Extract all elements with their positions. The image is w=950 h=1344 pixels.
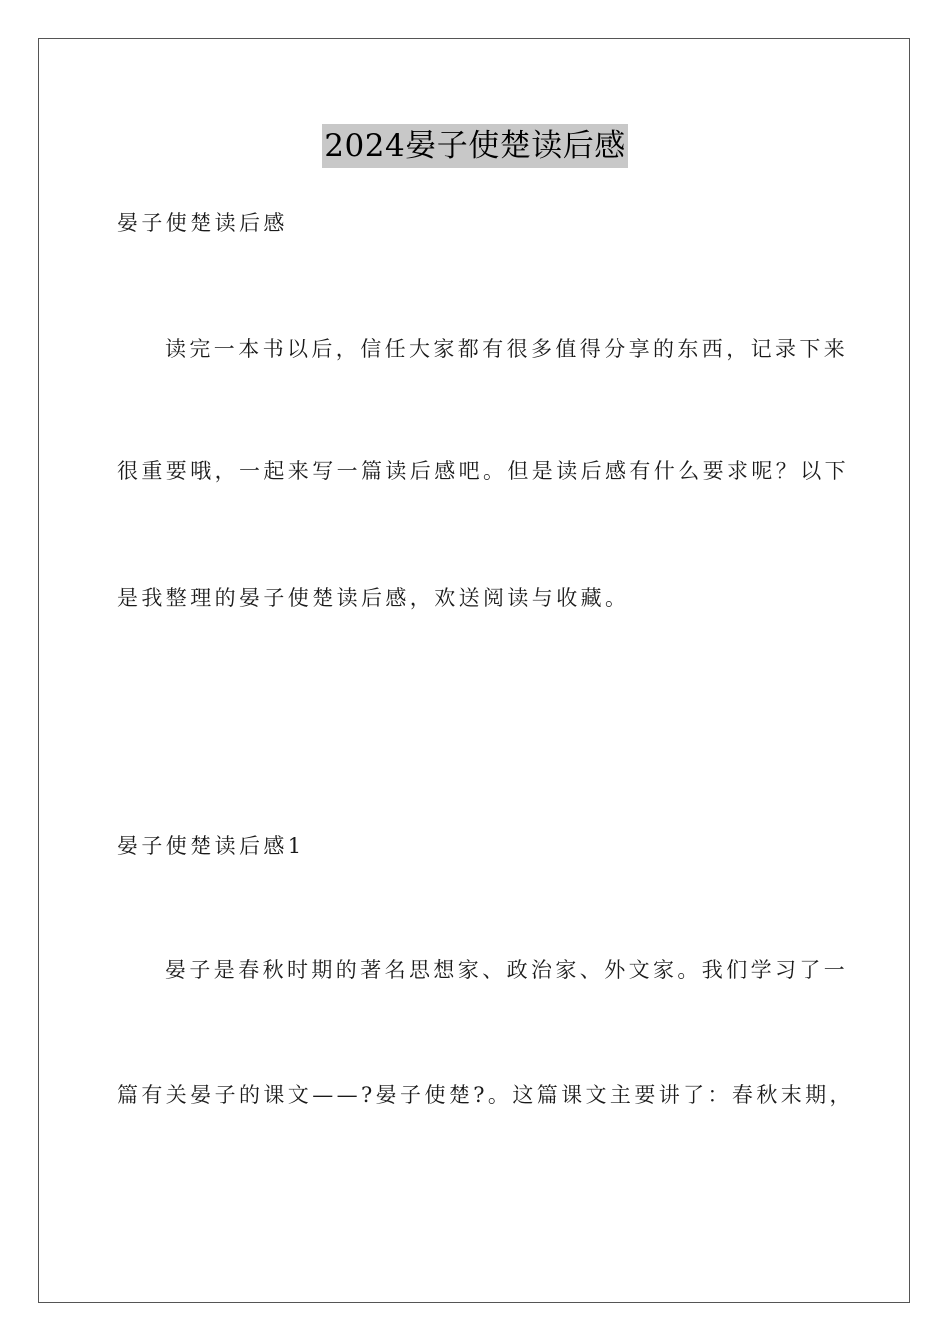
section-heading: 晏子使楚读后感1 [117,834,305,858]
intro-paragraph-line-3: 是我整理的晏子使楚读后感，欢送阅读与收藏。 [117,586,630,610]
intro-paragraph-line-2: 很重要哦，一起来写一篇读后感吧。但是读后感有什么要求呢？以下 [117,459,849,483]
title-container [0,124,950,168]
document-title: 2024晏子使楚读后感 [322,124,627,168]
section-paragraph-line-1: 晏子是春秋时期的著名思想家、政治家、外文家。我们学习了一 [165,958,849,982]
document-subtitle: 晏子使楚读后感 [117,211,288,235]
intro-paragraph-line-1: 读完一本书以后，信任大家都有很多值得分享的东西，记录下来 [165,337,849,361]
section-paragraph-line-2: 篇有关晏子的课文——?晏子使楚?。这篇课文主要讲了：春秋末期， [117,1083,854,1107]
